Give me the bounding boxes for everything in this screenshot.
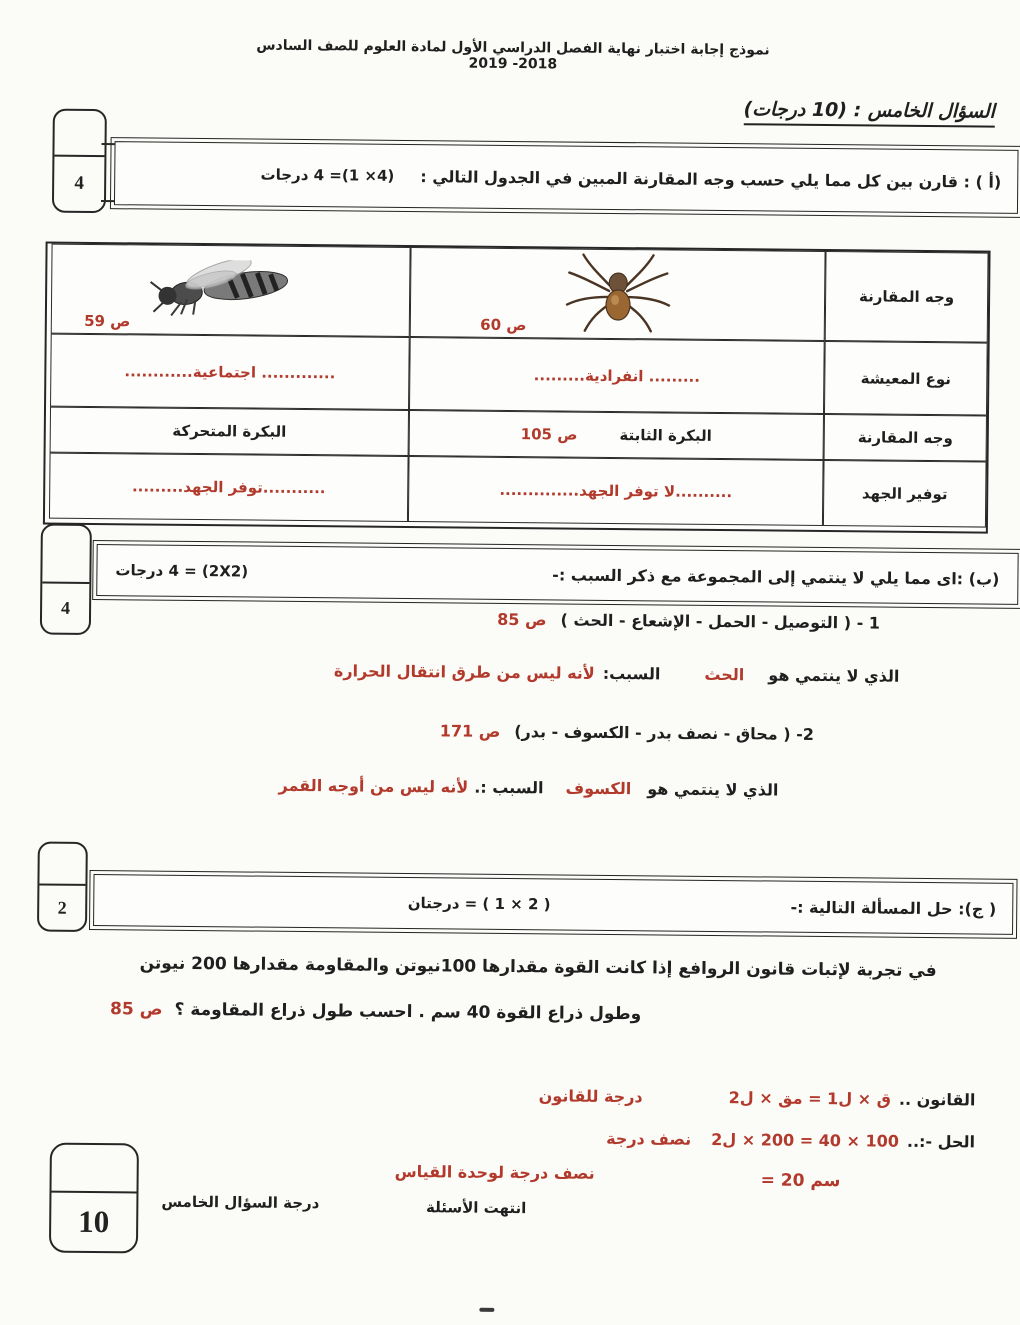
law-mark-note: درجة للقانون	[538, 1086, 643, 1107]
result-mark-note	[395, 1162, 595, 1183]
solution-work-line	[606, 1129, 975, 1152]
answer-cell	[409, 337, 825, 414]
group-question-2	[440, 721, 814, 744]
section-c-marks-note: ( 2 × 1 ) = درجتان	[407, 894, 551, 914]
answer-line-1	[334, 661, 900, 685]
problem-line-1	[140, 953, 937, 981]
row2-label: نوع المعيشة	[860, 368, 952, 388]
comparison-table	[43, 242, 991, 534]
marks-box-c-value: 2	[57, 897, 67, 918]
section-c-prompt: ( ج): حل المسألة التالية :-	[790, 897, 997, 919]
connector-line	[102, 143, 115, 145]
page-ref-spider: ص 60	[480, 315, 527, 335]
result-mark-text: نصف درجة لوحدة القياس	[394, 1161, 595, 1183]
solution-result	[761, 1170, 841, 1191]
section-b-marks-note: (2X2) = 4 درجات	[115, 561, 249, 581]
table-header-cell	[823, 460, 987, 528]
answer-fixed-pulley: البكرة الثابتة	[619, 426, 712, 445]
answer-social: ............. اجتماعية............	[124, 361, 336, 382]
work-formula: 100 × 40 = 200 × ل2	[711, 1129, 900, 1151]
law-label: القانون ..	[898, 1089, 976, 1110]
reason-2-text: لأنه ليس من أوجه القمر	[278, 775, 469, 797]
document-title: نموذج إجابة اختبار نهاية الفصل الدراسي الأول لمادة العلوم للصف السادس 2018- 2019	[256, 37, 770, 73]
section-a-prompt: (أ ) : قارن بين كل مما يلي حسب وجه المقارنة المبين في الجدول التالي :	[420, 166, 1002, 192]
work-mark-note: نصف درجة	[606, 1128, 692, 1149]
answer-movable-pulley: البكرة المتحركة	[172, 421, 287, 441]
connector-line	[101, 200, 114, 202]
question-heading: السؤال الخامس : (10 درجات)	[743, 98, 995, 127]
work-label: الحل -:..	[906, 1131, 976, 1152]
problem-line-2-text: وطول ذراع القوة 40 سم . احسب طول ذراع المقاومة ؟	[174, 999, 642, 1025]
total-marks-box	[49, 1143, 139, 1254]
marks-box-b-value: 4	[61, 597, 71, 618]
answer-2-value: الكسوف	[565, 778, 632, 799]
reason-2-label: السبب :.	[474, 777, 544, 798]
reason-1-label: السبب:	[602, 663, 661, 684]
answer-cell	[50, 407, 409, 456]
answer-cell	[49, 453, 409, 522]
spider-image	[562, 252, 673, 335]
question-2-page-ref: ص 171	[439, 721, 501, 741]
row1-label: وجه المقارنة	[859, 287, 955, 307]
question-2-text: 2- ( محاق - نصف بدر - الكسوف - بدر)	[514, 722, 815, 744]
section-b-banner	[96, 544, 1018, 605]
solution-law-line	[539, 1086, 976, 1109]
scan-smudge-mark	[479, 1308, 494, 1312]
marks-box-b-empty-cell	[42, 526, 90, 584]
total-marks-label-text: درجة السؤال الخامس	[161, 1192, 320, 1213]
reason-1-text: لأنه ليس من طرق انتقال الحرارة	[333, 661, 595, 683]
marks-box-b	[40, 523, 92, 634]
page-ref-pulley: ص 105	[520, 425, 578, 444]
question-1-page-ref: ص 85	[497, 609, 547, 630]
section-b-prompt: (ب) :اى مما يلي لا ينتمي إلى المجموعة مع ذكر السبب :-	[552, 564, 1000, 589]
answer-1-value: الحث	[704, 664, 745, 685]
answer-solitary: ......... انفرادية.........	[533, 365, 701, 386]
problem-page-ref: ص 85	[109, 999, 163, 1020]
answer-no-effort-saving: ..........لا توفر الجهد..............	[499, 480, 733, 502]
total-marks-empty-cell	[51, 1145, 136, 1194]
table-header-cell	[825, 251, 989, 343]
marks-box-c	[37, 841, 88, 931]
answer-cell	[408, 456, 824, 526]
end-of-questions-label	[426, 1198, 526, 1217]
marks-box-c-empty-cell	[39, 843, 85, 885]
answer-2-prefix: الذي لا ينتمي هو	[647, 779, 779, 800]
answer-1-prefix: الذي لا ينتمي هو	[768, 665, 900, 686]
bee-cell	[51, 244, 411, 337]
spider-cell	[410, 247, 826, 341]
total-marks-value: 10	[78, 1203, 110, 1240]
row4-label: توفير الجهد	[861, 484, 948, 504]
question-1-text: 1 - ( التوصيل - الحمل - الإشعاع - الحث )	[560, 610, 881, 633]
answer-cell	[409, 410, 824, 460]
total-marks-label	[161, 1193, 319, 1213]
table-header-cell	[824, 414, 987, 462]
row3-label: وجه المقارنة	[857, 428, 953, 448]
section-a-banner	[114, 141, 1019, 214]
law-formula: ق × ل1 = مق × ل2	[728, 1088, 892, 1109]
table-header-cell	[824, 341, 988, 416]
group-question-1	[497, 610, 880, 633]
answer-effort-saving: ...........توفر الجهد.........	[131, 477, 326, 498]
marks-box-a	[52, 109, 107, 214]
result-value: = 20 سم	[760, 1170, 841, 1192]
answer-cell	[50, 334, 410, 410]
marks-box-a-value: 4	[74, 172, 85, 194]
section-c-banner	[93, 874, 1013, 935]
answer-line-2	[278, 776, 778, 800]
section-a-marks-note: (4× 1)= 4 درجات	[260, 165, 395, 185]
problem-line-1-text: في تجربة لإثبات قانون الروافع إذا كانت القوة مقدارها 100نيوتن والمقاومة مقدارها 200 نيوتن	[139, 953, 937, 982]
page-ref-bee: ص 59	[84, 311, 131, 331]
marks-box-a-empty-cell	[54, 111, 104, 157]
bee-image	[125, 259, 296, 321]
problem-line-2	[110, 999, 641, 1024]
end-of-questions-text: انتهت الأسئلة	[425, 1198, 527, 1218]
